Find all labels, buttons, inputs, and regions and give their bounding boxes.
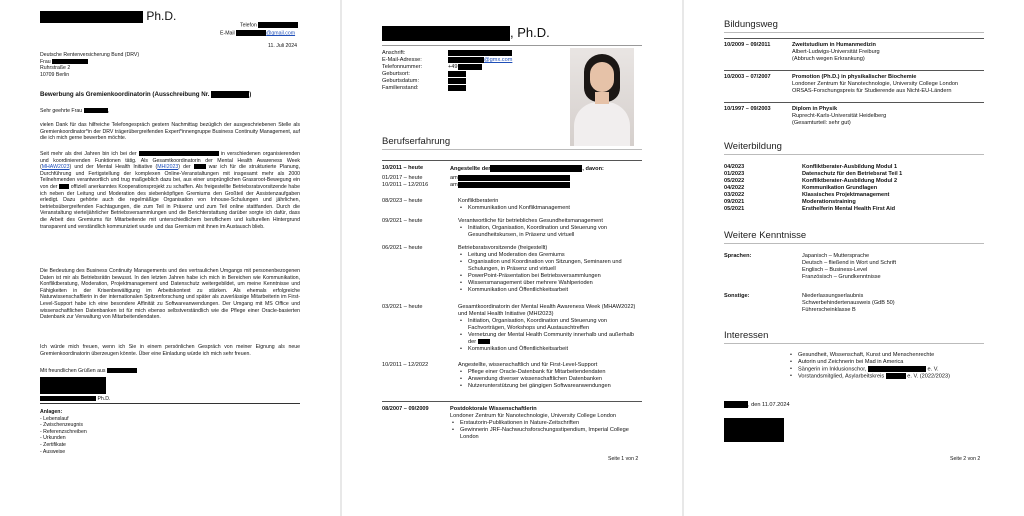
redaction <box>139 151 219 156</box>
redaction <box>194 164 206 169</box>
signature-redaction <box>724 418 784 442</box>
job-entry: 06/2021 – heute Betriebsratsvorsitzende (freigestellt) • Leitung und Moderation des Gremiums • Organisation und Koordination von Sitzungen, Seminaren und Schulungen, in Präsenz und virtuell • PowerPoint-Präsentation bei Betriebsversammlungen • Wissensmanagement über mehrere Wahlperioden • Kommunikation und Öffentlichkeitsarbeit <box>382 245 642 294</box>
interests-list: • Gesundheit, Wissenschaft, Kunst und Menschenrechte • Autorin und Zeichnerin bei Mad in America • Sängerin im Inklusionschor, e. V. • Vorstandsmitglied, Asylarbeitskreis e. V. (2022/2023) <box>788 352 984 381</box>
job-entry: 10/2011 – 12/2022 Angestellte, wissenschaftlich und für First-Level-Support • Pflege einer Oracle-Datenbank für Mitarbeitendendaten • Anwendung diverser wissenschaftlichen Datenbanken • Nutzerunterstützung bei gängigen Softwareanwendungen <box>382 362 642 390</box>
redaction <box>211 91 249 98</box>
training-row: 05/2022 Konfliktberater-Ausbildung Modul 2 <box>724 178 898 184</box>
divider <box>724 154 984 155</box>
info-row: Geburtsort: <box>382 71 512 78</box>
letter-paragraph-4: Ich würde mich freuen, wenn ich Sie in einem persönlichen Gespräch von meiner Eignung als neue Gremienkoordinatorin überzeugen könnte. Über eine Einladung würde ich mich sehr freuen. <box>40 344 300 357</box>
section-weiterbildung: Weiterbildung <box>724 141 782 152</box>
redaction <box>258 22 298 28</box>
attachments-title: Anlagen: <box>40 409 63 415</box>
profile-photo <box>570 48 634 146</box>
divider <box>724 243 984 244</box>
redaction <box>458 175 570 181</box>
recipient-line: Frau <box>40 59 139 66</box>
job-entry: 09/2021 – heute Verantwortliche für betriebliches Gesundheitsmanagement • Initiation, Organisation, Koordination und Steuerung von Gesundheitskursen, in Präsenz und virtuell <box>382 218 642 239</box>
mhi-link[interactable]: MHI2023 <box>157 164 179 171</box>
redaction <box>40 11 143 23</box>
training-row: 09/2021 Moderationstraining <box>724 199 856 205</box>
divider <box>724 70 984 71</box>
mhaw-link[interactable]: MHAW2023 <box>41 164 70 171</box>
redaction <box>107 368 137 373</box>
divider <box>724 343 984 344</box>
attachment-item: - Referenzschreiben <box>40 428 87 435</box>
redaction <box>448 85 466 91</box>
letter-subject: Bewerbung als Gremienkoordinatorin (Ausschreibung Nr. ) <box>40 91 252 99</box>
signature-redaction <box>40 377 106 394</box>
job-entry: 03/2021 – heute Gesamtkoordinatorin der Mental Health Awareness Week (MHAW2022) und Mental Health Initiative (MHI2023) • Initiation, Organisation, Koordination und Steuerung von Fachvorträgen, Workshops und Austauschtreffen • Vernetzung der Mental Health Community innerhalb und außerhalb der • Kommunikation und Öffentlichkeitsarbeit <box>382 304 642 353</box>
redaction <box>886 373 906 379</box>
redaction <box>478 339 490 344</box>
phone-line <box>240 22 298 29</box>
education-entry: 10/2003 – 07/2007 Promotion (Ph.D.) in physikalischer Biochemie Londoner Zentrum für Nanotechnologie, University College London ORSAS-Forschungspreis für Studierende aus Nicht-EU-Ländern <box>724 74 959 94</box>
training-row: 04/2022 Kommunikation Grundlagen <box>724 185 878 191</box>
email-line <box>220 30 295 37</box>
phone-label: Telefon <box>240 22 257 29</box>
letter-paragraph-2: Seit mehr als drei Jahren bin ich bei der in verschiedenen organisierenden und koordinierenden Funktionen tätig. Als Gesamtkoordinatorin der Mental Health Awareness Week (MHAW2023) und der Mental Health Initiative (MHI2023) der war ich für die strukturierte Planung, Durchführung und Fertigstellung der komplexen Online-Veranstaltungen mit insgesamt mehr als 2000 Teilnehmenden verantwortlich und trug maßgeblich dazu bei, aus einer ursprünglichen Grassroot-Bewegung ein von der offiziell anerkanntes Kooperationsprojekt zu schaffen. Als freigestellte Betriebsratsvorsitzende habe ich neben der Leitung und Moderation des siebenköpfigen Gremiums den Großteil der Assistenzaufgaben erledigt. Dazu gehörte auch die regelmäßige Organisation von Inhouse-Schulungen und jährlichen, betriebsübergreifenden Fachtagungen, die zum Teil in Präsenz und zum Teil online stattfanden. Durch die Veranstaltung vierteljährlicher Betriebsversammlungen und die Berichterstattung darüber sorgte ich dafür, dass die Arbeit des Gremiums für Mitarbeitende mit unterschiedlichem beruflichem und kulturellen Hintergrund transparent und verständlich kommuniziert wurde und das Gremium mit ihnen im Austausch blieb. <box>40 151 300 230</box>
info-row: Geburtsdatum: <box>382 78 512 85</box>
attachment-item: - Urkunden <box>40 435 66 442</box>
postdoc-entry: 08/2007 – 09/2009 Postdoktorale Wissenschaftlerin Londoner Zentrum für Nanotechnologie, University College London • Erstautorin-Publikationen in Nature-Zeitschriften • Gewinnerin JRF-Nachwuchsforschungsstipendium, Imperial College London <box>382 406 642 441</box>
training-row: 03/2022 Klassisches Projektmanagement <box>724 192 890 198</box>
languages: Sprachen: Japanisch – Muttersprache Deutsch – fließend in Wort und Schrift Englisch – Business-Level Französisch – Grundkenntnisse <box>724 253 897 280</box>
redaction <box>52 59 88 64</box>
redaction <box>868 366 926 372</box>
section-berufserfahrung: Berufserfahrung <box>382 136 451 147</box>
sub-employment: 01/2017 – heute am 10/2011 – 12/2016 am <box>382 175 570 189</box>
info-row: Familienstand: <box>382 85 512 92</box>
recipient-line: Deutsche Rentenversicherung Bund (DRV) <box>40 52 140 58</box>
personal-info <box>382 50 512 92</box>
main-job-date: 10/2011 – heute <box>382 165 424 171</box>
email-link[interactable]: @gmail.com <box>266 30 296 37</box>
divider <box>724 102 984 103</box>
attachment-item: - Ausweise <box>40 448 66 455</box>
cv-email-link[interactable]: @gmx.com <box>484 57 513 63</box>
section-kenntnisse: Weitere Kenntnisse <box>724 230 807 241</box>
redaction <box>490 165 582 172</box>
redaction <box>448 78 466 84</box>
main-job-title: Angestellte der , davon: <box>450 165 604 172</box>
attachment-item: - Zertifikate <box>40 441 66 448</box>
redaction <box>84 108 108 113</box>
letter-date: 11. Juli 2024 <box>268 43 298 49</box>
redaction <box>448 57 484 63</box>
cover-letter-page <box>0 0 340 516</box>
redaction <box>40 396 96 401</box>
divider <box>724 38 984 39</box>
redaction <box>458 64 482 70</box>
cv-page-1 <box>342 0 682 516</box>
training-list <box>724 164 984 213</box>
divider <box>724 32 984 33</box>
training-row: 04/2023 Konfliktberater-Ausbildung Modul 1 <box>724 164 898 170</box>
info-row: Anschrift: <box>382 50 512 57</box>
page-number: Seite 1 von 2 <box>608 456 639 462</box>
recipient-line: Ruhrstraße 2 <box>40 65 71 72</box>
attachment-item: - Zwischenzeugnis <box>40 422 83 429</box>
education-entry: 10/2009 – 09/2011 Zweitstudium in Humanmedizin Albert-Ludwigs-Universität Freiburg (Abbruch wegen Erkrankung) <box>724 42 880 62</box>
attachments-block <box>40 409 87 455</box>
divider <box>382 45 642 46</box>
info-row: Telefonnummer: +49 <box>382 64 512 71</box>
divider <box>382 160 642 161</box>
other-skills: Sonstige: Niederlassungserlaubnis Schwerbehindertenausweis (GdB 50) Führerscheinklasse B <box>724 293 895 313</box>
letter-paragraph-3: Die Bedeutung des Business Continuity Managements und des vertraulichen Umgangs mit personenbezogenen Daten ist mir als Betriebsrätin bewusst. In den letzten Jahren habe ich mich in Bereichen wie Kommunikation, Konfliktberatung, Moderation, Projektmanagement und Datenschutz weitergebildet, um meine Kenntnisse und Fähigkeiten in der Krisenbewältigung im Arbeitskontext zu stärken. Als ehemals erfolgreiche Naturwissenschaftlerin in der internationalen Spitzenforschung und später als zuverlässige Mitarbeiterin im First-Level-Support habe ich eine besondere Affinität zu Softwareanwendungen. Der Umgang mit MS Office und wissenschaftlichen Datenbanken ist für mich ebenso selbstverständlich wie die Pflege einer Oracle-basierten Datenbank zur Verwaltung von Mitarbeitendendaten. <box>40 268 300 321</box>
redaction <box>724 401 748 408</box>
redaction <box>59 184 69 189</box>
redaction <box>448 50 512 56</box>
letter-name-heading <box>40 9 176 23</box>
redaction <box>382 26 510 41</box>
job-entry: 08/2023 – heute Konfliktberaterin • Kommunikation und Konfliktmanagement <box>382 198 642 212</box>
section-interessen: Interessen <box>724 330 769 341</box>
signature-name: Ph.D. <box>40 396 110 403</box>
info-row: E-Mail-Adresse: @gmx.com <box>382 57 513 63</box>
date-line: , den 11.07.2024 <box>724 401 790 409</box>
attachment-item: - Lebenslauf <box>40 415 69 422</box>
cv-name-heading: , Ph.D. <box>382 25 550 41</box>
name-suffix: Ph.D. <box>146 9 177 23</box>
training-row: 05/2021 Ersthelferin Mental Health First Aid <box>724 206 896 212</box>
letter-paragraph-1: vielen Dank für das hilfreiche Telefongespräch gestern Nachmittag bezüglich der ausgeschriebenen Stelle als Gremienkoordinator*in der DRV trägerübergreifenden Expert*innengruppe Business Continuity Management, auf die ich mich gerne bewerben möchte. <box>40 122 300 142</box>
divider <box>382 149 642 150</box>
recipient-line: 10709 Berlin <box>40 71 70 78</box>
divider <box>382 401 642 402</box>
email-label: E-Mail <box>220 30 235 37</box>
closing: Mit freundlichen Grüßen aus <box>40 368 137 375</box>
redaction <box>448 71 466 77</box>
redaction <box>236 30 266 36</box>
salutation: Sehr geehrte Frau , <box>40 108 110 114</box>
recipient-block <box>40 52 139 78</box>
section-bildungsweg: Bildungsweg <box>724 19 778 30</box>
training-row: 01/2023 Datenschutz für den Betriebsrat Teil 1 <box>724 171 903 177</box>
page-number: Seite 2 von 2 <box>950 456 981 462</box>
divider <box>40 403 300 404</box>
education-entry: 10/1997 – 09/2003 Diplom in Physik Ruprecht-Karls-Universität Heidelberg (Gesamturteil: sehr gut) <box>724 106 887 126</box>
cv-page-2 <box>684 0 1024 516</box>
redaction <box>458 182 570 188</box>
